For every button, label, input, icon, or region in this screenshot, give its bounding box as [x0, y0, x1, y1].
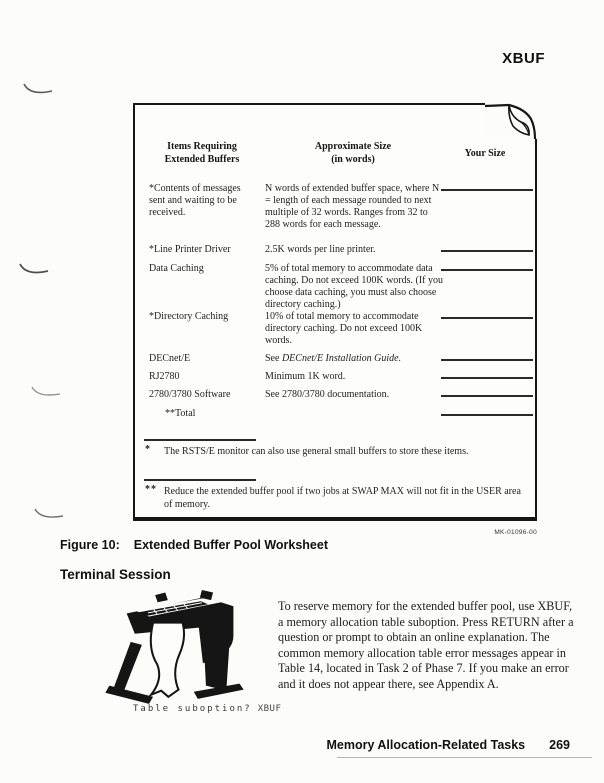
session-paragraph: To reserve memory for the extended buffer pool, use XBUF, a memory allocation table suboption. Press RETURN after a question or prompt to obtain an online explanation. The common memory allocation table error messages appear in Table 14, located in Task 2 of Phase 7. If you make an error and it does not appear there, see Appendix A.	[278, 599, 574, 691]
terminal-prompt-line	[133, 704, 281, 714]
worksheet-size: 5% of total memory to accommodate data caching. Do not exceed 100K words. (If you choose data caching, you must also choose directory caching.)	[265, 263, 444, 310]
worksheet-row	[135, 389, 535, 403]
your-size-blank-line	[441, 395, 533, 397]
section-heading-terminal-session: Terminal Session	[60, 567, 171, 582]
figure-caption	[60, 538, 328, 552]
figure-caption-title: Extended Buffer Pool Worksheet	[133, 538, 328, 552]
column-header-size-line1: Approximate Size	[314, 141, 392, 152]
worksheet-row	[135, 183, 535, 230]
worksheet-item: 2780/3780 Software	[149, 389, 231, 400]
binding-mark-icon	[18, 262, 52, 278]
worksheet-row	[135, 371, 535, 385]
your-size-blank-line	[441, 317, 533, 319]
your-size-blank-line	[441, 189, 533, 191]
footnote-divider	[144, 439, 256, 441]
footnote-text: Reduce the extended buffer pool if two jobs at SWAP MAX will not fit in the USER area of memory.	[164, 486, 521, 510]
worksheet-size-prefix: See	[265, 353, 282, 364]
worksheet-row	[135, 244, 535, 258]
your-size-blank-line	[441, 414, 533, 416]
binding-mark-icon	[30, 385, 64, 401]
column-header-size	[263, 141, 443, 166]
worksheet-item: *Line Printer Driver	[149, 244, 231, 255]
footer-rule	[337, 757, 592, 758]
column-header-items-line1: Items Requiring	[167, 141, 237, 152]
footer-page-number: 269	[549, 738, 570, 752]
your-size-blank-line	[441, 250, 533, 252]
worksheet-size: 2.5K words per line printer.	[265, 244, 376, 255]
page-footer	[326, 738, 570, 752]
footnote-text: The RSTS/E monitor can also use general small buffers to store these items.	[164, 446, 469, 457]
worksheet-size: See 2780/3780 documentation.	[265, 389, 390, 400]
column-header-your-size: Your Size	[464, 148, 506, 159]
worksheet-row	[135, 263, 535, 310]
worksheet-size-book-title: DECnet/E Installation Guide.	[281, 353, 402, 364]
terminal-illustration-icon	[104, 589, 252, 709]
footnote	[144, 446, 530, 459]
footnote-marker: **	[145, 484, 157, 495]
worksheet-size: N words of extended buffer space, where N = length of each message rounded to next multiple of 32 words. Ranges from 32 to 288 words for each message.	[265, 183, 440, 230]
footnote-divider	[144, 479, 256, 481]
worksheet-row	[135, 353, 535, 367]
terminal-response: XBUF	[257, 704, 282, 714]
footer-title: Memory Allocation-Related Tasks	[326, 738, 526, 752]
your-size-blank-line	[441, 377, 533, 379]
terminal-prompt: Table suboption?	[133, 704, 252, 714]
worksheet-size: 10% of total memory to accommodate directory caching. Do not exceed 100K words.	[265, 311, 423, 346]
worksheet-item: *Directory Caching	[149, 311, 229, 322]
footnote-marker: *	[145, 444, 151, 455]
binding-mark-icon	[33, 507, 67, 523]
worksheet-item: *Contents of messages sent and waiting to be received.	[149, 183, 241, 218]
worksheet-size: Minimum 1K word.	[265, 371, 346, 382]
worksheet-item: Data Caching	[149, 263, 204, 274]
worksheet-row	[135, 311, 535, 346]
worksheet-item: RJ2780	[149, 371, 180, 382]
worksheet-row	[135, 408, 535, 422]
binding-mark-icon	[22, 82, 56, 98]
column-header-items-line2: Extended Buffers	[164, 153, 240, 165]
figure-id: MK-01096-00	[494, 529, 537, 536]
column-header-size-line2: (in words)	[331, 153, 375, 165]
worksheet-size	[265, 353, 445, 365]
your-size-blank-line	[441, 359, 533, 361]
page-curl-icon	[485, 103, 537, 139]
footnote	[144, 486, 530, 511]
figure-caption-label: Figure 10:	[60, 538, 120, 552]
running-head: XBUF	[502, 50, 545, 67]
column-header-items	[143, 141, 261, 166]
worksheet-item-total: **Total	[165, 408, 196, 419]
worksheet-item: DECnet/E	[149, 353, 191, 364]
your-size-blank-line	[441, 269, 533, 271]
worksheet-box	[133, 103, 537, 521]
